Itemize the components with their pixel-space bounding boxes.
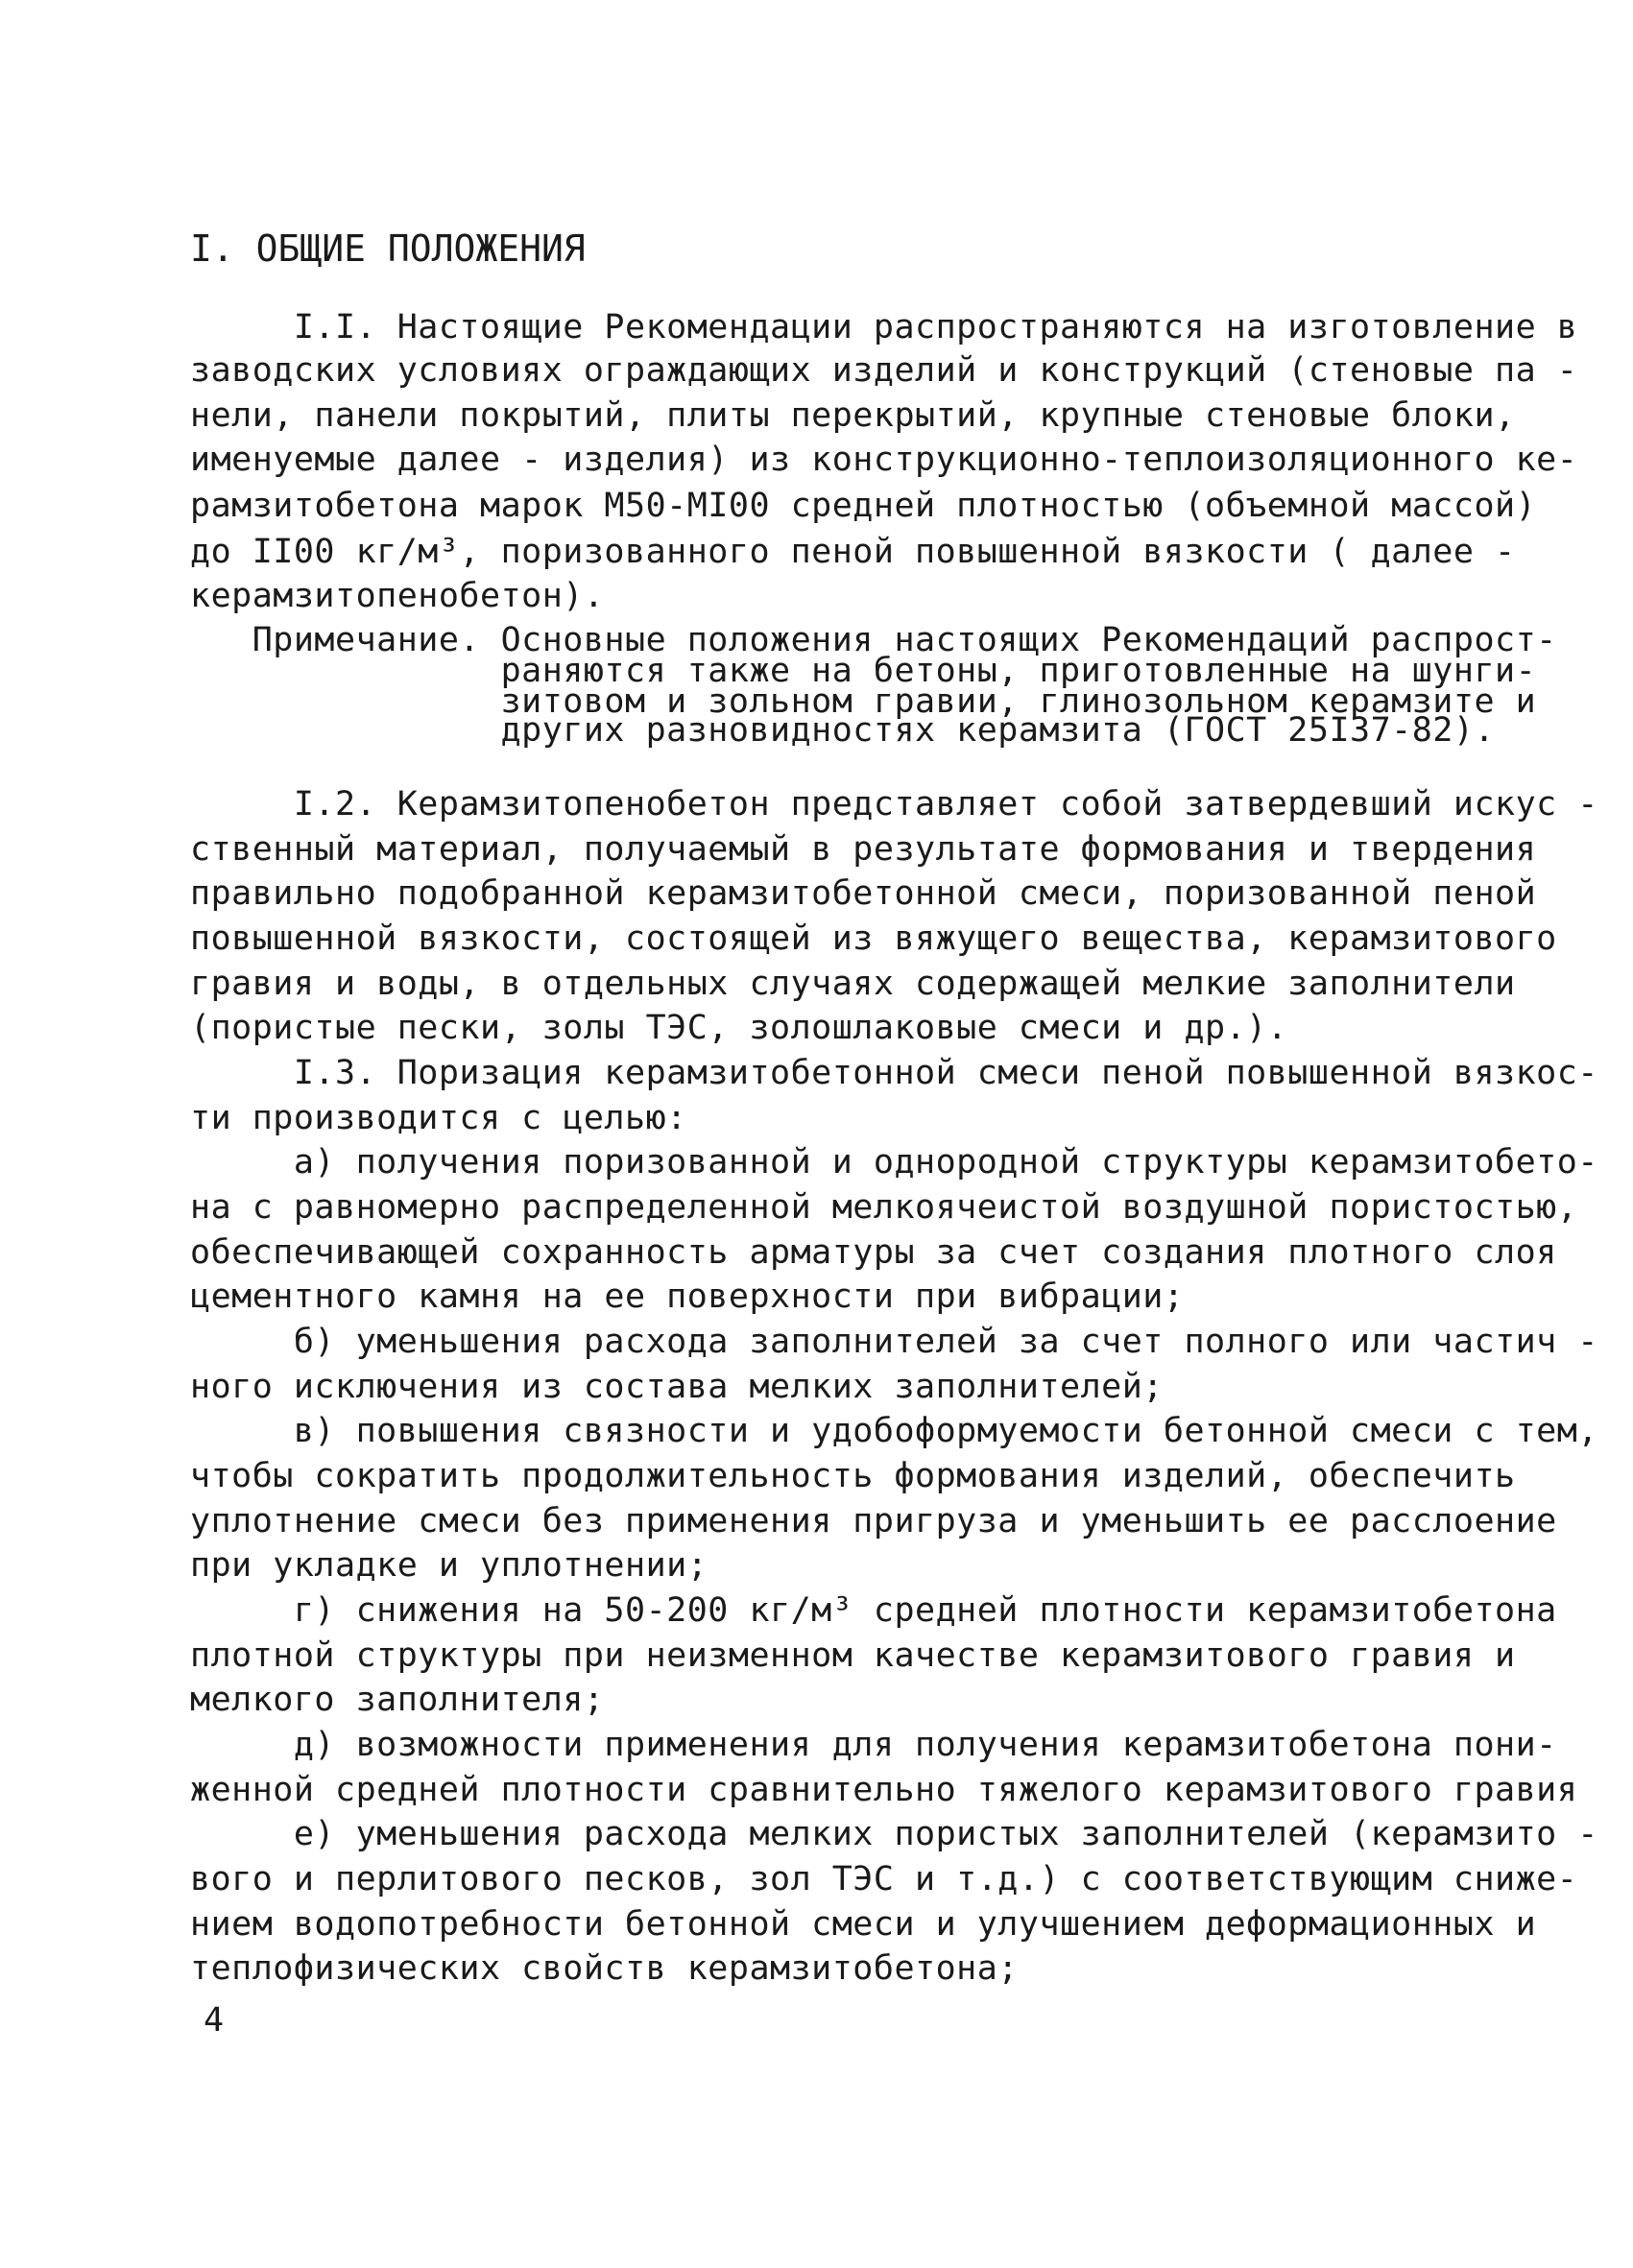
paragraph-line: рамзитобетона марок М50-МI00 средней плотностью (объемной массой) — [190, 487, 1537, 525]
paragraph-line: до II00 кг/м³, поризованного пеной повышенной вязкости ( далее - — [190, 533, 1516, 571]
paragraph-line: правильно подобранной керамзитобетонной смеси, поризованной пеной — [190, 874, 1537, 913]
paragraph-line: заводских условиях ограждающих изделий и конструкций (стеновые па - — [190, 351, 1578, 390]
paragraph-line: нием водопотребности бетонной смеси и улучшением деформационных и — [190, 1905, 1537, 1944]
paragraph-line: теплофизических свойств керамзитобетона; — [190, 1949, 1019, 1988]
paragraph-line: именуемые далее - изделия) из конструкционно-теплоизоляционного ке- — [190, 441, 1578, 479]
note-line: раняются также на бетоны, приготовленные на шунги- — [190, 652, 1537, 690]
paragraph-line: цементного камня на ее поверхности при вибрации; — [190, 1277, 1185, 1316]
section-heading: I. ОБЩИЕ ПОЛОЖЕНИЯ — [190, 227, 586, 270]
paragraph-line: повышенной вязкости, состоящей из вяжущего вещества, керамзитового — [190, 919, 1557, 958]
paragraph-line: на с равномерно распределенной мелкоячеистой воздушной пористостью, — [190, 1188, 1578, 1227]
page-number: 4 — [204, 2001, 225, 2040]
paragraph-line: г) снижения на 50-200 кг/м³ средней плотности керамзитобетона — [190, 1591, 1557, 1630]
paragraph-line: в) повышения связности и удобоформуемости бетонной смеси с тем, — [190, 1412, 1598, 1450]
paragraph-line: I.I. Настоящие Рекомендации распространяются на изготовление в — [190, 308, 1578, 346]
note-line: Примечание. Основные положения настоящих Рекомендаций распрост- — [190, 621, 1557, 659]
paragraph-line: а) получения поризованной и однородной структуры керамзитобето- — [190, 1143, 1598, 1182]
paragraph-line: ственный материал, получаемый в результате формования и твердения — [190, 830, 1537, 869]
paragraph-line: нели, панели покрытий, плиты перекрытий, крупные стеновые блоки, — [190, 396, 1516, 435]
paragraph-line: е) уменьшения расхода мелких пористых заполнителей (керамзито - — [190, 1815, 1598, 1853]
paragraph-line: обеспечивающей сохранность арматуры за счет создания плотного слоя — [190, 1233, 1557, 1272]
paragraph-line: плотной структуры при неизменном качестве керамзитового гравия и — [190, 1636, 1516, 1675]
paragraph-line: д) возможности применения для получения керамзитобетона пони- — [190, 1726, 1557, 1764]
paragraph-line: гравия и воды, в отдельных случаях содержащей мелкие заполнители — [190, 965, 1516, 1003]
paragraph-line: ти производится с целью: — [190, 1099, 687, 1137]
paragraph-line: женной средней плотности сравнительно тяжелого керамзитового гравия — [190, 1771, 1578, 1809]
paragraph-line: б) уменьшения расхода заполнителей за счет полного или частич - — [190, 1323, 1598, 1361]
paragraph-line: I.3. Поризация керамзитобетонной смеси пеной повышенной вязкос- — [190, 1054, 1598, 1092]
paragraph-line: керамзитопенобетон). — [190, 577, 605, 615]
paragraph-line: при укладке и уплотнении; — [190, 1546, 708, 1585]
paragraph-line: (пористые пески, золы ТЭС, золошлаковые смеси и др.). — [190, 1009, 1288, 1047]
paragraph-line: мелкого заполнителя; — [190, 1681, 605, 1719]
note-line: зитовом и зольном гравии, глинозольном керамзите и — [190, 682, 1537, 721]
paragraph-line: I.2. Керамзитопенобетон представляет собой затвердевший искус - — [190, 785, 1598, 824]
paragraph-line: вого и перлитового песков, зол ТЭС и т.д.) с соответствующим сниже- — [190, 1860, 1578, 1898]
paragraph-line: уплотнение смеси без применения пригруза и уменьшить ее расслоение — [190, 1502, 1557, 1540]
paragraph-line: ного исключения из состава мелких заполнителей; — [190, 1368, 1164, 1406]
paragraph-line: чтобы сократить продолжительность формования изделий, обеспечить — [190, 1457, 1516, 1495]
note-line: других разновидностях керамзита (ГОСТ 25I37-82). — [190, 711, 1496, 750]
